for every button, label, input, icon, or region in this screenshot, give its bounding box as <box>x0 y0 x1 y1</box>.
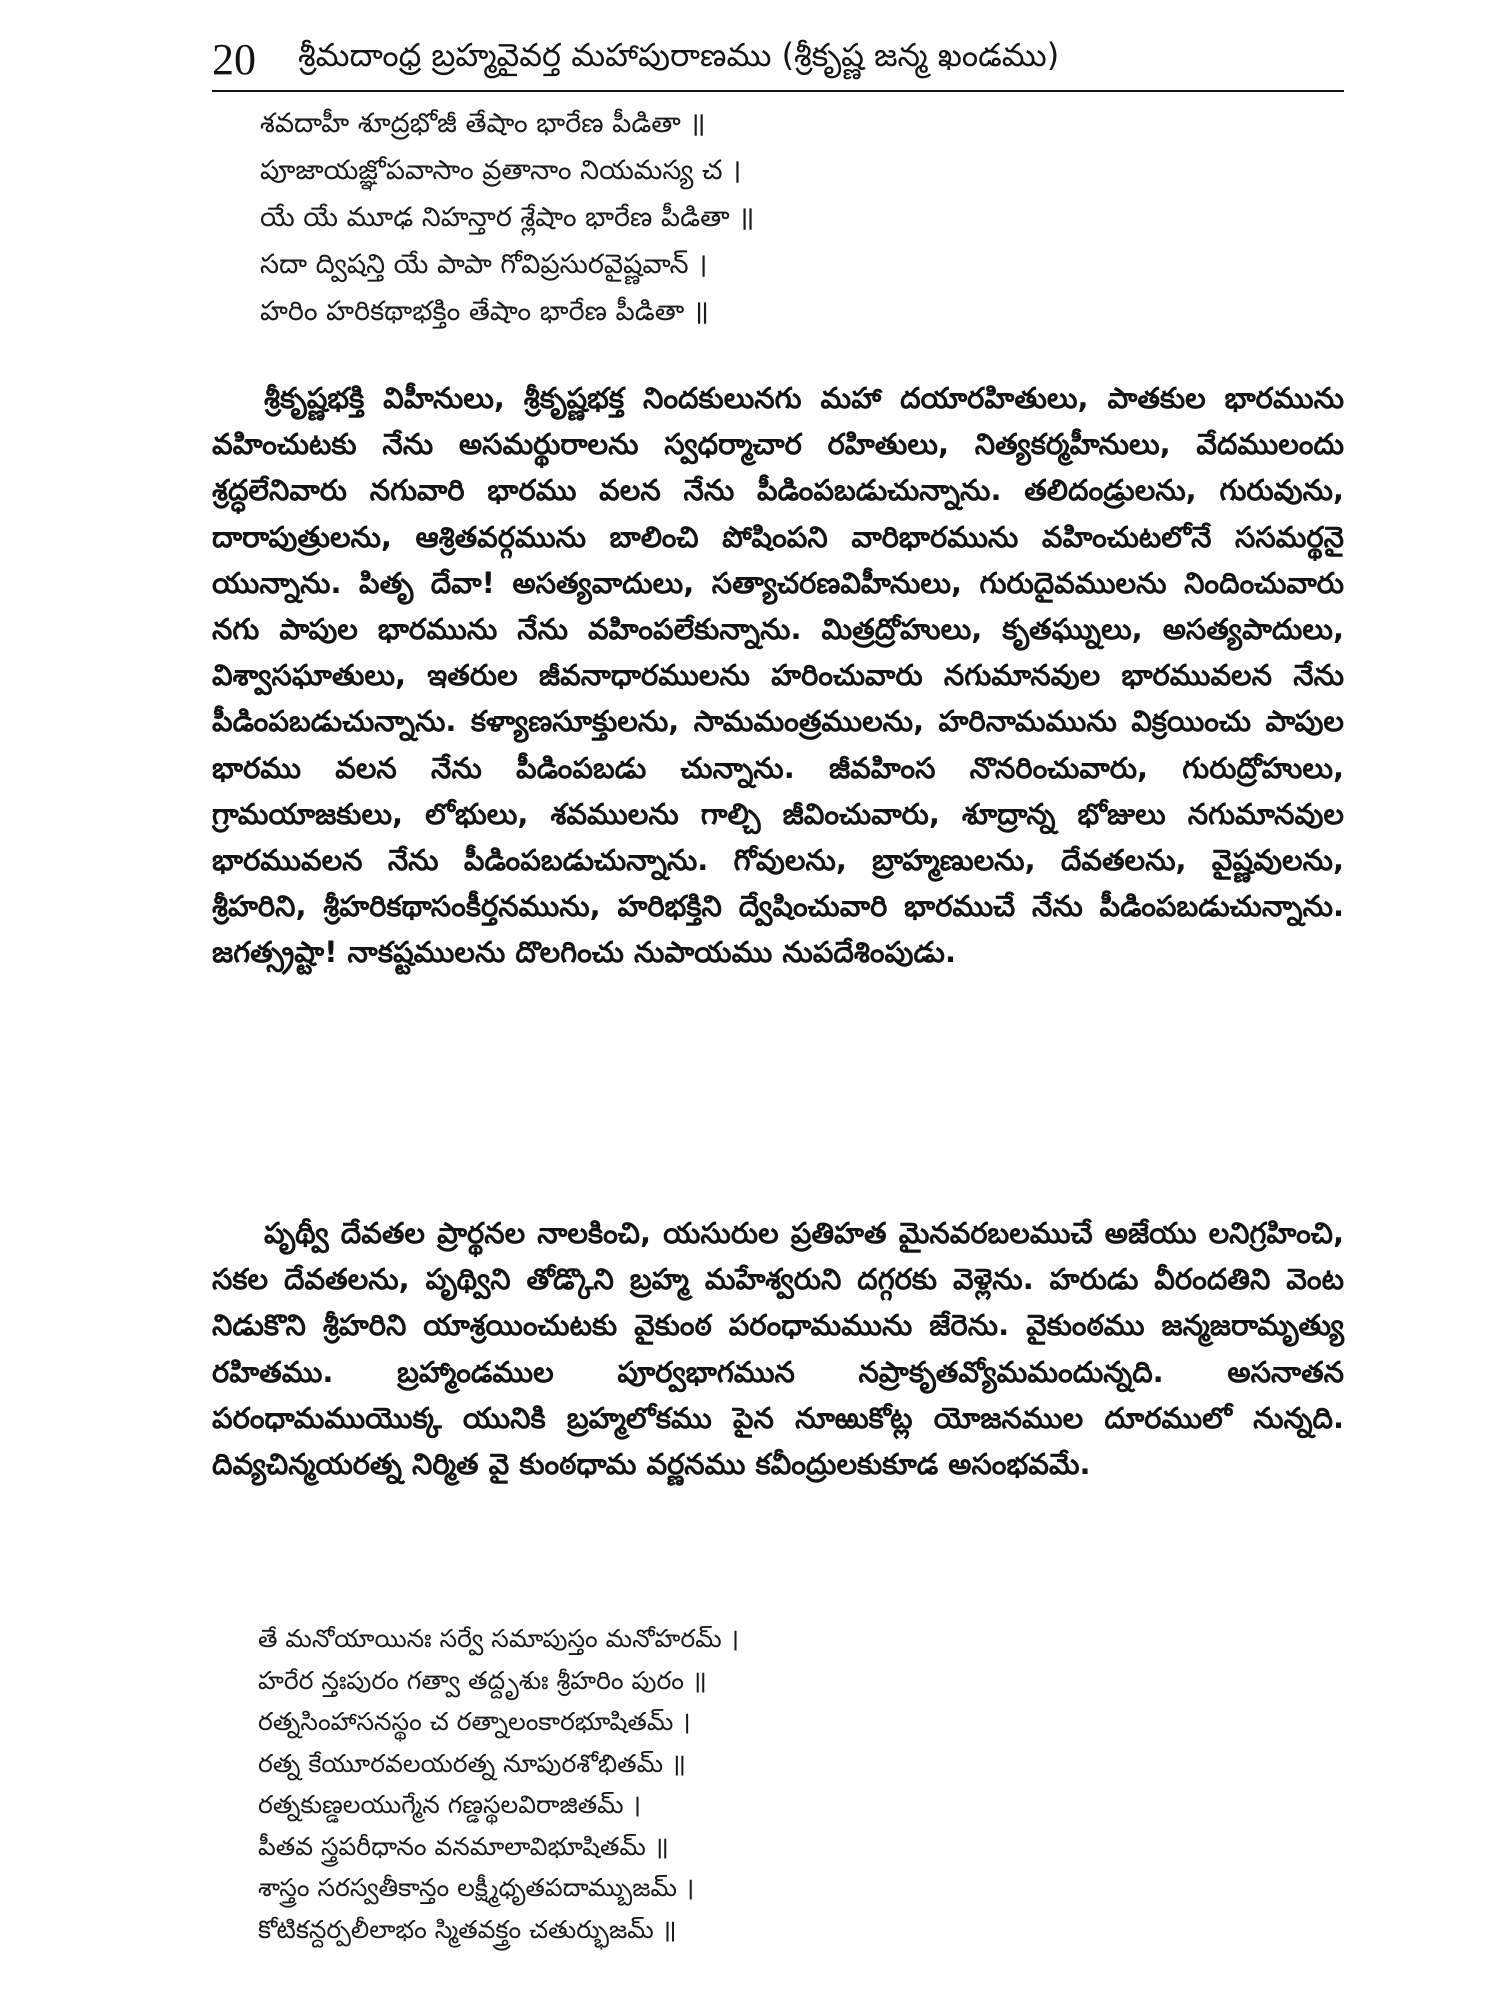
sanskrit-verse-block-bottom <box>258 1618 739 1950</box>
verse-line: రత్నసింహాసనస్థం చ రత్నాలంకారభూషితమ్ । <box>258 1707 691 1736</box>
sanskrit-verse-block-top <box>260 100 754 335</box>
header-rule <box>212 90 1344 92</box>
verse-line: సదా ద్విషన్తి యే పాపా గోవిప్రసురవైష్ణవాన్ । <box>260 249 708 280</box>
verse-line: పూజాయజ్ఞోపవాసాం వ్రతానాం నియమస్య చ । <box>260 155 742 186</box>
verse-line: హరేర న్తఃపురం గత్వా తద్దృశుః శ్రీహరిం పురం ॥ <box>258 1665 707 1695</box>
verse-line: కోటికన్దర్పలీలాభం స్మితవక్త్రం చతుర్భుజమ్ ॥ <box>258 1914 677 1944</box>
verse-line: శవదాహీ శూద్రభోజీ తేషాం భారేణ పీడితా ॥ <box>260 108 706 139</box>
page-header <box>212 30 1344 88</box>
page-number: 20 <box>212 34 256 84</box>
running-title: శ్రీమదాంధ్ర బ్రహ్మవైవర్త మహాపురాణము (శ్రీకృష్ణ జన్మ ఖండము) <box>298 36 1060 74</box>
verse-line: హరిం హరికథాభక్తిం తేషాం భారేణ పీడితా ॥ <box>260 296 709 327</box>
verse-line: తే మనోయాయినః సర్వే సమాపుస్తం మనోహరమ్ । <box>258 1624 740 1653</box>
verse-line: రత్నకుణ్డలయుగ్మేన గణ్డస్థలవిరాజితమ్ । <box>258 1790 642 1819</box>
prose-paragraph-1: శ్రీకృష్ణభక్తి విహీనులు, శ్రీకృష్ణభక్త నిందకులునగు మహా దయారహితులు, పాతకుల భారమును వహించుటకు నేను అసమర్థురాలను స్వధర్మాచార రహితులు, నిత్యకర్మహీనులు, వేదములందు శ్రద్ధలేనివారు నగువారి భారము వలన నేను పీడింపబడుచున్నాను. తలిదండ్రులను, గురువును, దారాపుత్రులను, ఆశ్రితవర్గమును బాలించి పోషింపని వారిభారమును వహించుటలోనే ససమర్థనై యున్నాను. పితృ దేవా! అసత్యవాదులు, సత్యాచరణవిహీనులు, గురుదైవములను నిందించువారు నగు పాపుల భారమును నేను వహింపలేకున్నాను. మిత్రద్రోహులు, కృతఘ్నులు, అసత్యపాదులు, విశ్వాసఘాతులు, ఇతరుల జీవనాధారములను హరించువారు నగుమానవుల భారమువలన నేను పీడింపబడుచున్నాను. కళ్యాణసూక్తులను, సామమంత్రములను, హరినామమును విక్రయించు పాపుల భారము వలన నేను పీడింపబడు చున్నాను. జీవహింస నొనరించువారు, గురుద్రోహులు, గ్రామయాజకులు, లోభులు, శవములను గాల్చి జీవించువారు, శూద్రాన్న భోజులు నగుమానవుల భారమువలన నేను పీడింపబడుచున్నాను. గోవులను, బ్రాహ్మణులను, దేవతలను, వైష్ణవులను, శ్రీహరిని, శ్రీహరికథాసంకీర్తనమును, హరిభక్తిని ద్వేషించువారి భారముచే నేను పీడింపబడుచున్నాను. జగత్స్రష్టా! నాకష్టములను దొలగించు నుపాయము నుపదేశింపుడు. <box>212 381 1344 970</box>
verse-line: యే యే మూఢ నిహన్తార శ్లేషాం భారేణ పీడితా ॥ <box>260 202 755 233</box>
verse-line: పీతవ స్త్రపరీధానం వనమాలావిభూషితమ్ ॥ <box>258 1831 669 1861</box>
verse-line: రత్న కేయూరవలయరత్న నూపురశోభితమ్ ॥ <box>258 1748 686 1778</box>
verse-line: శాస్త్రం సరస్వతీకాన్తం లక్ష్మీధృతపదామ్బుజమ్ । <box>258 1873 695 1902</box>
prose-paragraph-2: పృథ్వీ దేవతల ప్రార్థనల నాలకించి, యసురుల ప్రతిహత మైనవరబలముచే అజేయు లనిగ్రహించి, సకల దేవతలను, పృథ్విని తోడ్కొని బ్రహ్మ మహేశ్వరుని దగ్గరకు వెళ్లెను. హరుడు వీరందతిని వెంట నిడుకొని శ్రీహరిని యాశ్రయించుటకు వైకుంఠ పరంధామమును జేరెను. వైకుంఠము జన్మజరామృత్యు రహితము. బ్రహ్మాండముల పూర్వభాగమున నప్రాకృతవ్యోమమందున్నది. అసనాతన పరంధామముయొక్క యునికి బ్రహ్మలోకము పైన నూఱుకోట్ల యోజనముల దూరములో నున్నది. దివ్యచిన్మయరత్న నిర్మిత వై కుంఠధామ వర్ణనము కవీంద్రులకుకూడ అసంభవమే. <box>212 1216 1344 1482</box>
